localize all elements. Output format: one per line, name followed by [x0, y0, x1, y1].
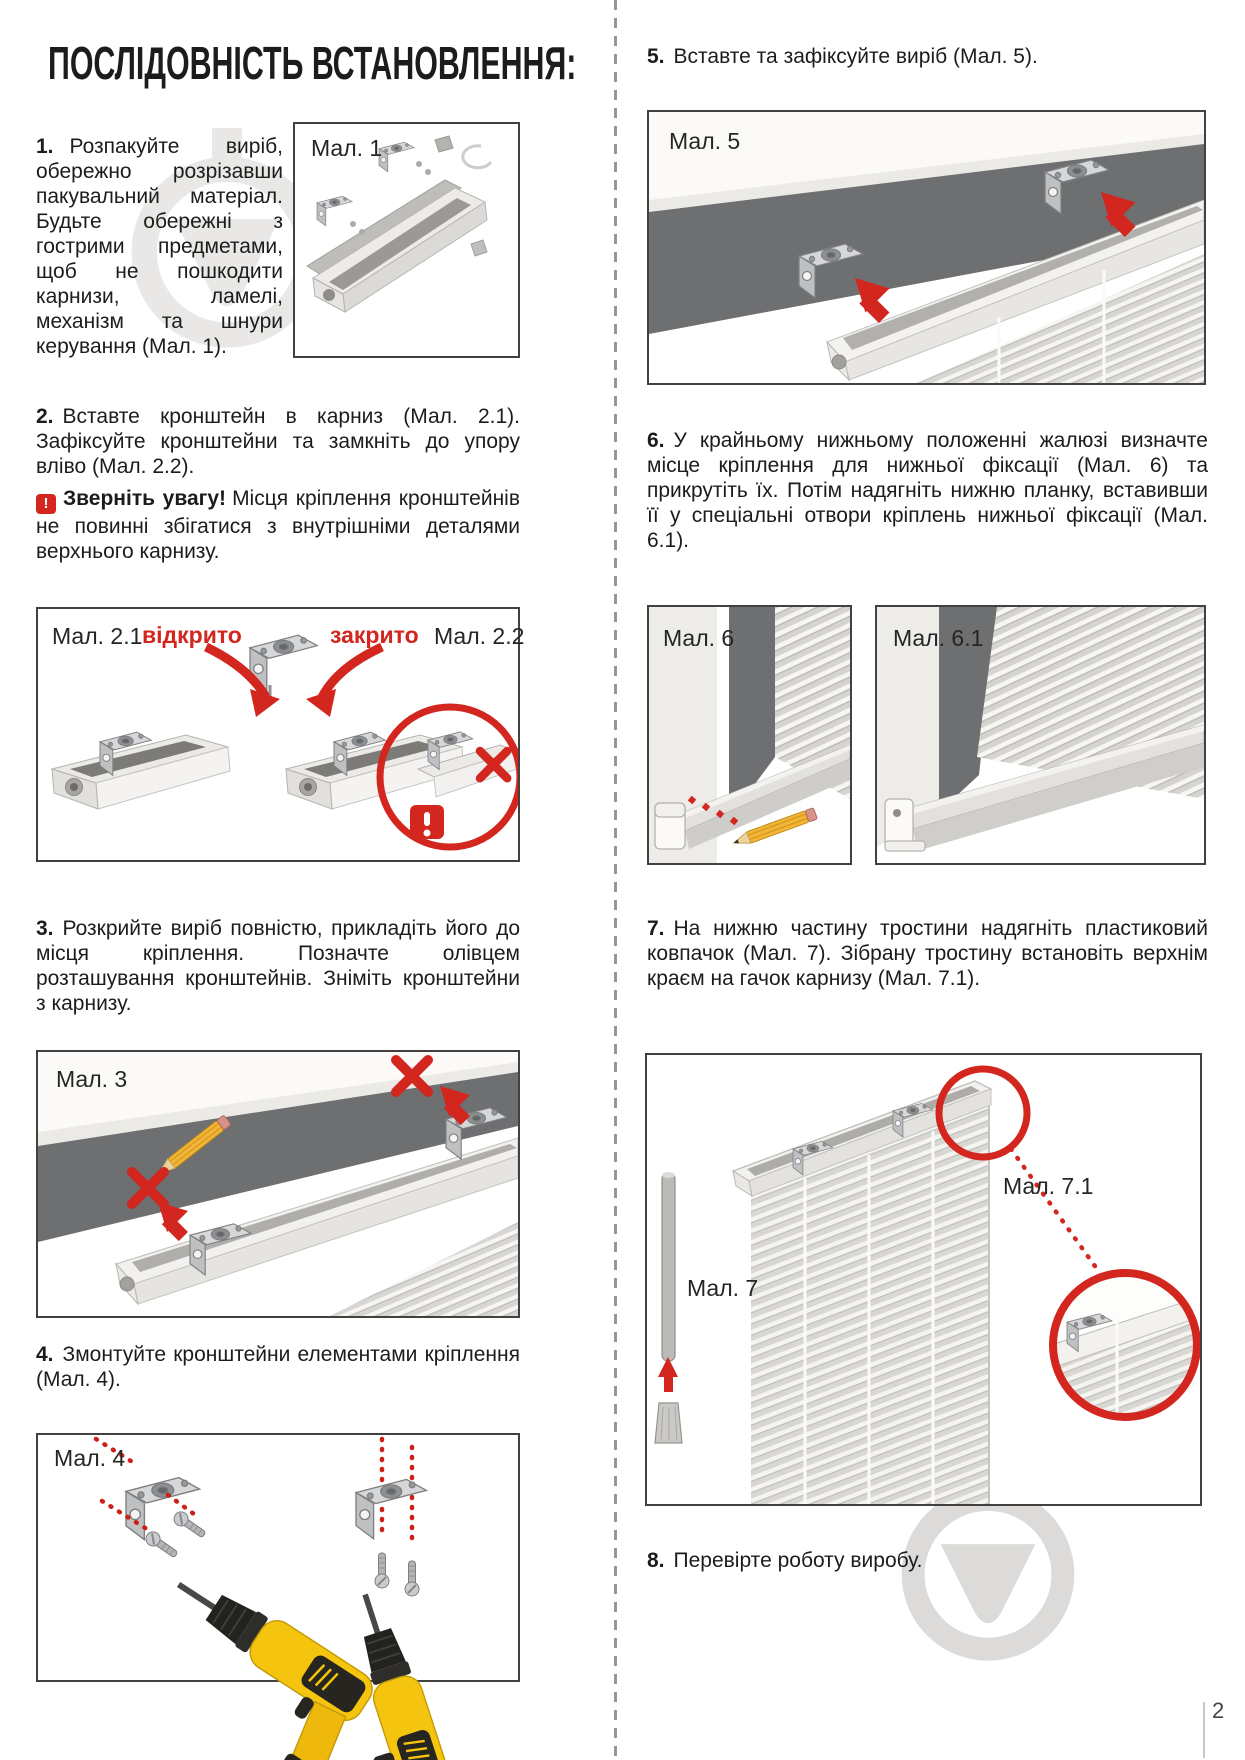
step-4 [36, 1342, 520, 1392]
step-8 [647, 1548, 1208, 1573]
page-number-divider [1203, 1702, 1205, 1758]
figure-6-label: Мал. 6 [663, 625, 735, 651]
warning-label: Зверніть увагу! [63, 487, 227, 510]
step-4-text: Змонтуйте кронштейни елементами кріплення (Мал. 4). [36, 1343, 520, 1391]
step-7 [647, 916, 1208, 991]
step-7-number: 7. [647, 917, 665, 940]
page-title-text: ПОСЛІДОВНІСТЬ ВСТАНОВЛЕННЯ: [48, 37, 577, 89]
figure-6-1-label: Мал. 6.1 [893, 625, 984, 651]
figure-2 [36, 607, 525, 862]
figure-5-label: Мал. 5 [669, 128, 741, 154]
figure-2-label-right: Мал. 2.2 [434, 623, 525, 649]
page-number: 2 [1212, 1698, 1225, 1723]
step-7-text: На нижню частину тростини надягніть пластиковий ковпачок (Мал. 7). Зібрану тростину встановіть верхнім краєм на гачок карнизу (Мал. 7.1). [647, 917, 1208, 990]
state-open-label: відкрито [142, 622, 242, 648]
figure-1 [293, 122, 520, 358]
figure-4-label: Мал. 4 [54, 1445, 126, 1471]
alert-badge-icon [410, 805, 444, 839]
warning-icon: ! [36, 494, 56, 514]
figure-1-label: Мал. 1 [311, 135, 383, 161]
step-6 [647, 428, 1208, 553]
step-3-text: Розкрийте виріб повністю, прикладіть його до місця кріплення. Позначте олівцем розташування кронштейнів. Зніміть кронштейни з карнизу. [36, 917, 520, 1015]
wand-rod [662, 1173, 675, 1361]
figure-3 [36, 1050, 520, 1318]
figure-2-label-left: Мал. 2.1 [52, 623, 143, 649]
step-2 [36, 404, 520, 564]
figure-3-label: Мал. 3 [56, 1066, 128, 1092]
step-8-number: 8. [647, 1549, 665, 1572]
step-4-number: 4. [36, 1343, 54, 1366]
column-divider [614, 0, 617, 1760]
red-arrow-icon [158, 1202, 188, 1241]
step-5 [647, 44, 1208, 69]
step-3-number: 3. [36, 917, 54, 940]
step-5-number: 5. [647, 45, 665, 68]
figure-6 [647, 605, 852, 865]
plastic-cap [655, 1403, 682, 1443]
step-2-text: Вставте кронштейн в карниз (Мал. 2.1). Зафіксуйте кронштейни та замкніть до упору вліво (Мал. 2.2). [36, 405, 520, 478]
figure-4 [36, 1433, 520, 1760]
state-closed-label: закрито [330, 622, 419, 648]
step-1 [36, 134, 520, 366]
red-curved-arrow-icon [206, 647, 382, 717]
figure-6-1 [875, 605, 1206, 865]
warning-note [36, 486, 520, 564]
step-6-number: 6. [647, 429, 665, 452]
warning-text: Місця кріплення кронштейнів не повинні збігатися з внутрішніми деталями верхнього карнизу. [36, 487, 520, 563]
detail-connector-dots [1011, 1149, 1097, 1269]
step-6-text: У крайньому нижньому положенні жалюзі визначте місце кріплення для нижньої фіксації (Мал. 6) та прикрутіть їх. Потім надягніть нижню планку, вставивши її у спеціальні отвори кріплень нижньої фіксації (Мал. 6.1). [647, 429, 1208, 552]
figure-7-1-label: Мал. 7.1 [1003, 1173, 1094, 1199]
step-5-text: Вставте та зафіксуйте виріб (Мал. 5). [673, 45, 1038, 68]
step-1-number: 1. [36, 135, 54, 158]
figure-7-label: Мал. 7 [687, 1275, 759, 1301]
figure-7 [645, 1053, 1202, 1506]
figure-5 [647, 110, 1206, 385]
figure-4-illustration [38, 1435, 518, 1760]
drill-icon [126, 1563, 385, 1760]
step-2-number: 2. [36, 405, 54, 428]
red-up-arrow-icon [658, 1357, 678, 1392]
step-8-text: Перевірте роботу виробу. [673, 1549, 923, 1572]
step-3 [36, 916, 520, 1016]
step-1-text: Розпакуйте виріб, обережно розрізавши пакувальний матеріал. Будьте обережні з гострими предметами, щоб не пошкодити карнизи, ламелі, механізм та шнури керування (Мал. 1). [36, 135, 283, 358]
